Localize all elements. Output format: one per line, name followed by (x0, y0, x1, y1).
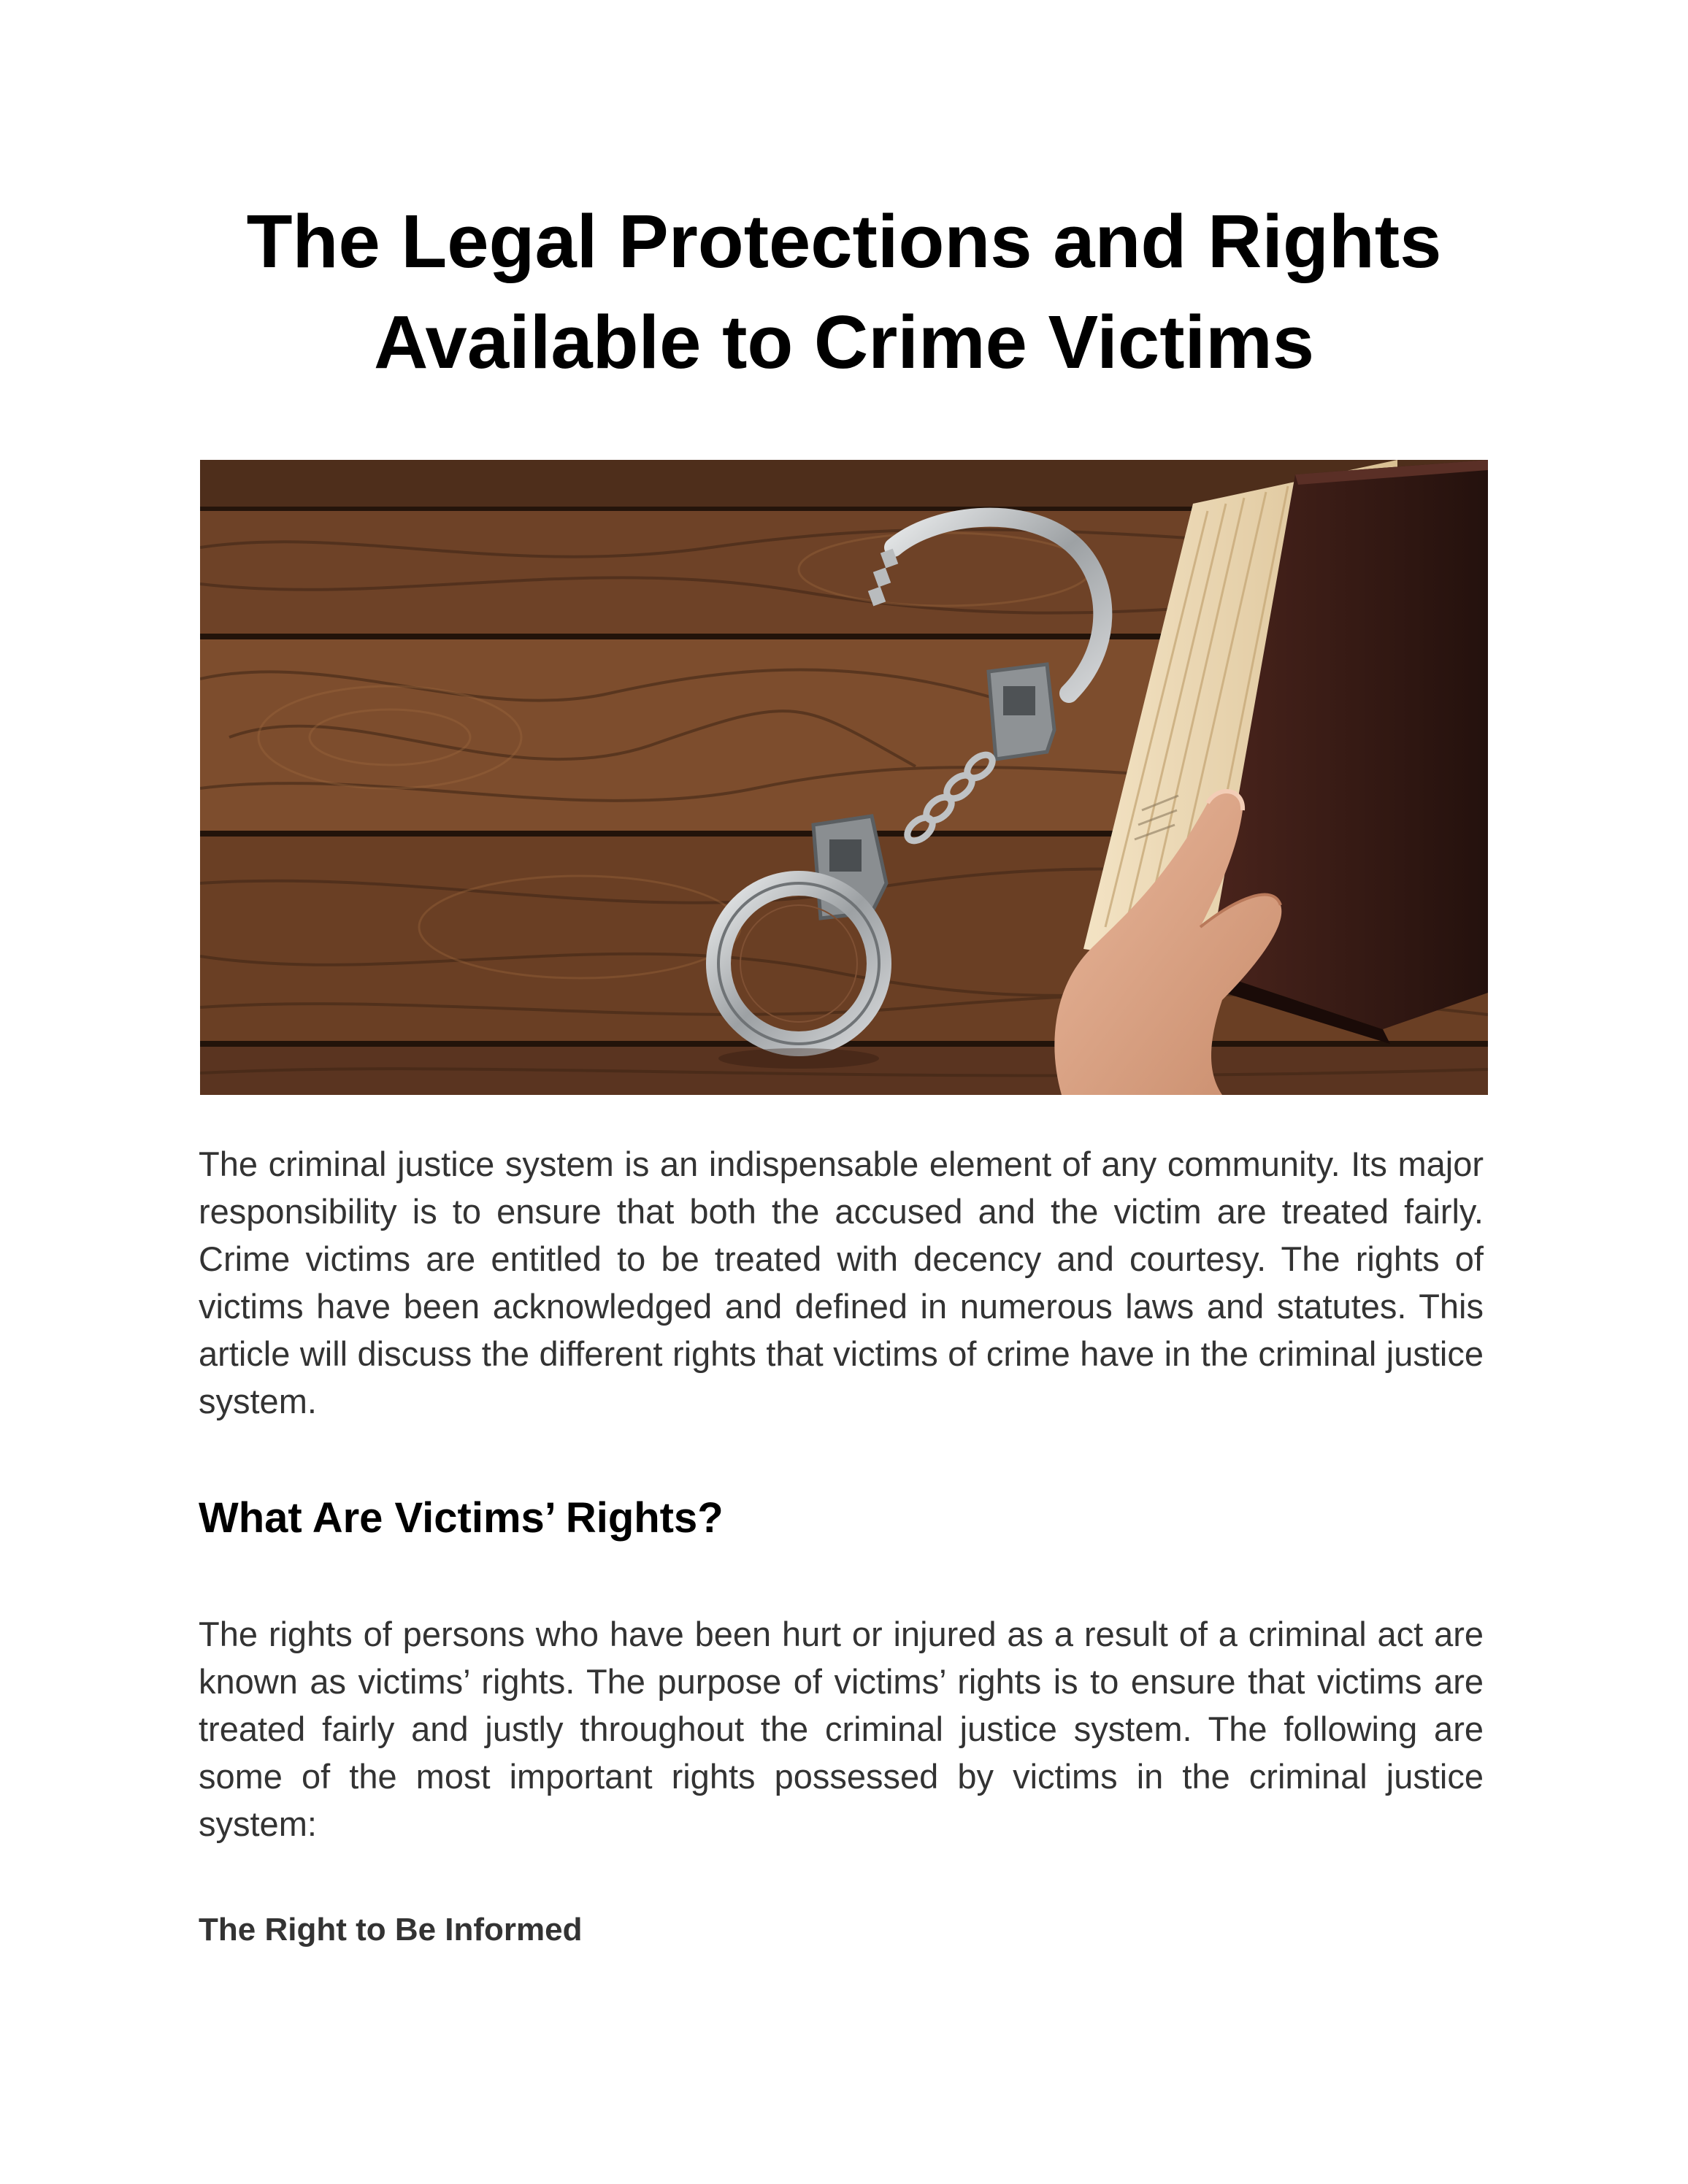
intro-paragraph: The criminal justice system is an indispensable element of any community. Its major responsibility is to ensure that both the accused and the victim are treated fairly. Crime victims are entitled to be treated with decency and courtesy. The rights of victims have been acknowledged and defined in numerous laws and statutes. This article will discuss the different rights that victims of crime have in the criminal justice system. (199, 1145, 1484, 1420)
subheading: The Right to Be Informed (199, 1912, 583, 1947)
section-paragraph: The rights of persons who have been hurt or injured as a result of a criminal act are known as victims’ rights. The purpose of victims’ rights is to ensure that victims are treated fairly and justly throughout the criminal justice system. The following are some of the most important rights possessed by victims in the criminal justice system: (199, 1615, 1484, 1843)
section-heading: What Are Victims’ Rights? (199, 1494, 724, 1542)
handcuffs-book-illustration (200, 460, 1488, 1095)
page-title: The Legal Protections and Rights Available to Crime Victims (246, 199, 1442, 384)
hero-image (200, 460, 1488, 1095)
